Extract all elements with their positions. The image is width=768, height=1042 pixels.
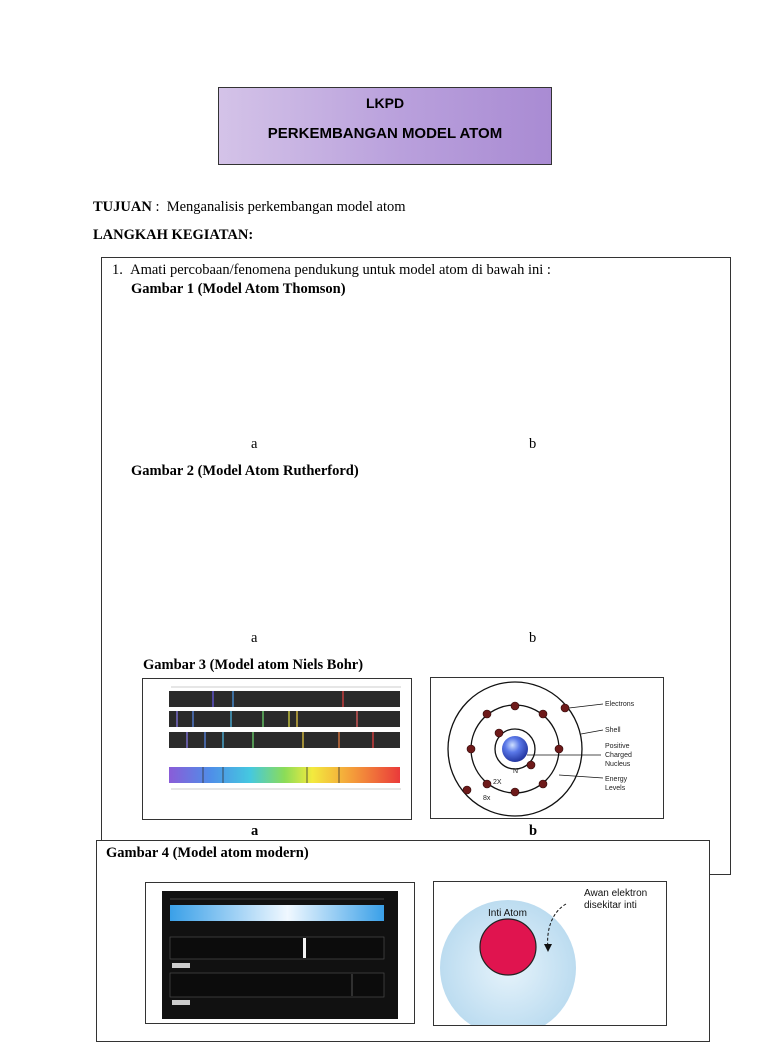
- bohr-label-nucleus: Nucleus: [605, 761, 631, 768]
- figure3-title: Gambar 3 (Model atom Niels Bohr): [143, 657, 364, 673]
- figure4-title: Gambar 4 (Model atom modern): [106, 845, 309, 861]
- emission-spectrum-image: [145, 882, 415, 1024]
- emission-spectrum-graphic: [146, 883, 414, 1023]
- step1-text: Amati percobaan/fenomena pendukung untuk model atom di bawah ini :: [130, 262, 551, 278]
- figure2-label-a: a: [251, 630, 258, 646]
- title-main: PERKEMBANGAN MODEL ATOM: [267, 125, 503, 142]
- steps-heading: LANGKAH KEGIATAN:: [93, 227, 254, 243]
- figure2-title: Gambar 2 (Model Atom Rutherford): [131, 463, 359, 479]
- figure3-label-a: a: [251, 823, 259, 839]
- title-lkpd: LKPD: [365, 95, 405, 111]
- objective-label: TUJUAN: [93, 199, 152, 215]
- bohr-model-graphic: [431, 678, 663, 818]
- spectrum-graphic: [143, 679, 411, 819]
- modern-atom-image: [433, 881, 667, 1026]
- step1-line: [112, 262, 551, 279]
- spectrum-image: [142, 678, 412, 820]
- title-box: [218, 87, 552, 165]
- cloud-label-1: Awan elektron: [584, 888, 648, 899]
- bohr-label-positive: Positive: [605, 743, 630, 750]
- bohr-label-charged: Charged: [605, 752, 632, 759]
- figure1-label-b: b: [529, 436, 537, 452]
- objective-separator: :: [155, 199, 160, 215]
- bohr-label-electrons: Electrons: [605, 701, 635, 708]
- bohr-label-shell: Shell: [605, 727, 621, 734]
- figure1-label-a: a: [251, 436, 258, 452]
- cloud-label-2: disekitar inti: [584, 900, 637, 911]
- figure3-label-b: b: [529, 823, 538, 839]
- nucleus-label: Inti Atom: [488, 908, 527, 919]
- bohr-label-energy: Energy: [605, 776, 628, 783]
- figure2-label-b: b: [529, 630, 537, 646]
- bohr-label-levels: Levels: [605, 785, 626, 792]
- objective-line: [93, 199, 406, 216]
- bohr-shell-2: 2X: [493, 779, 502, 786]
- step1-number: 1.: [112, 262, 123, 278]
- bohr-model-image: [430, 677, 664, 819]
- objective-text: Menganalisis perkembangan model atom: [166, 199, 406, 215]
- modern-atom-graphic: [434, 882, 666, 1025]
- bohr-shell-1: N: [513, 768, 519, 775]
- bohr-shell-3: 8x: [483, 795, 491, 802]
- figure1-title: Gambar 1 (Model Atom Thomson): [131, 281, 346, 297]
